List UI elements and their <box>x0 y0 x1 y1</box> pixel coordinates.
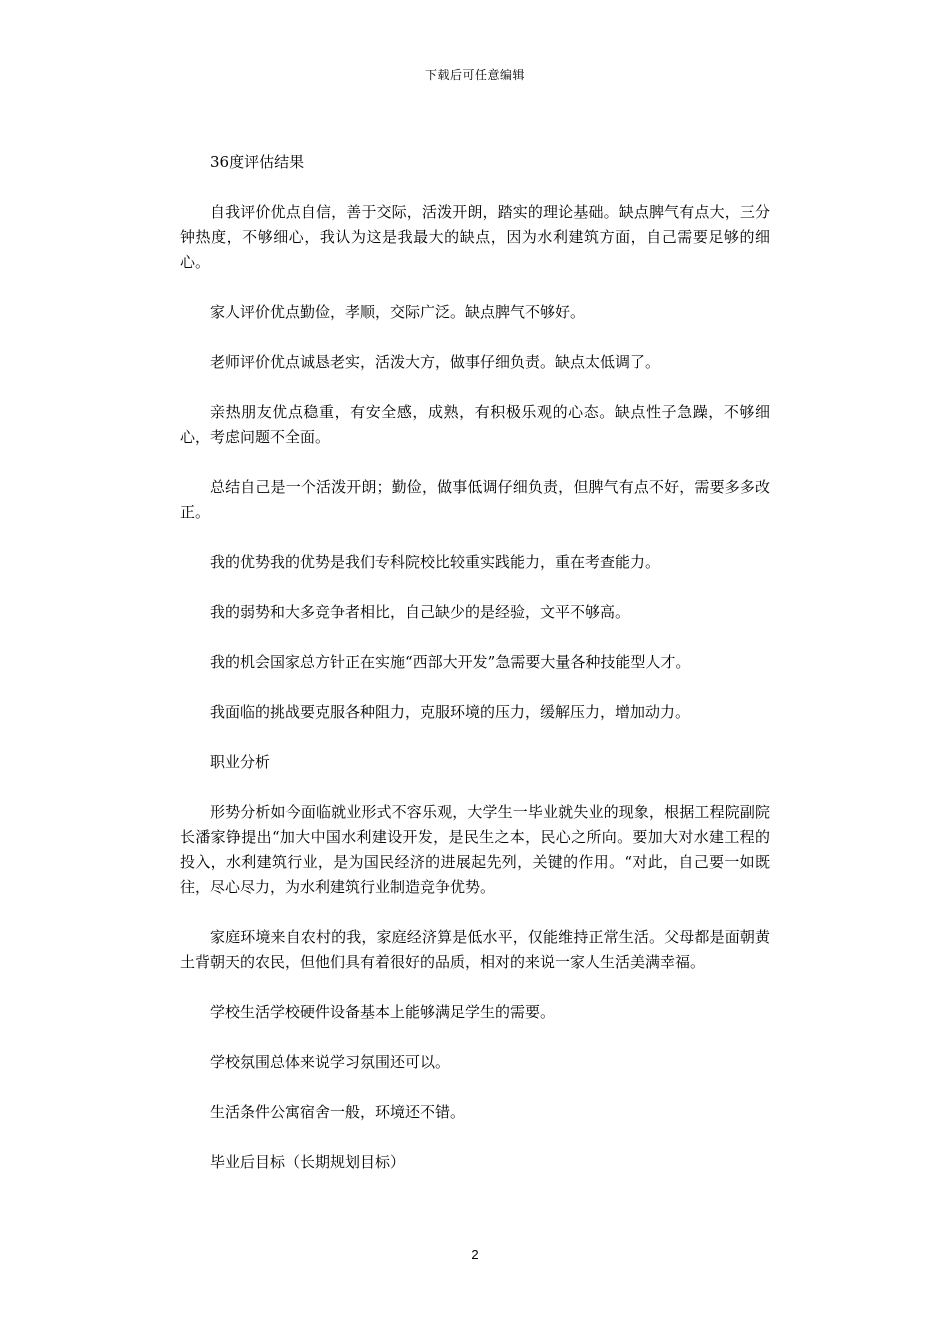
paragraph-weaknesses: 我的弱势和大多竞争者相比，自己缺少的是经验，文平不够高。 <box>210 603 631 621</box>
paragraph-family-environment: 家庭环境来自农村的我，家庭经济算是低水平，仅能维持正常生活。父母都是面朝黄土背朝天的农民，但他们具有着很好的品质，相对的来说一家人生活美满幸福。 <box>180 928 770 971</box>
paragraph-school-atmosphere: 学校氛围总体来说学习氛围还可以。 <box>210 1053 451 1071</box>
paragraph-strengths: 我的优势我的优势是我们专科院校比较重实践能力，重在考查能力。 <box>210 553 661 571</box>
paragraph-challenges: 我面临的挑战要克服各种阻力，克服环境的压力，缓解压力，增加动力。 <box>210 703 691 721</box>
paragraph-family-evaluation: 家人评价优点勤俭，孝顺，交际广泛。缺点脾气不够好。 <box>210 303 586 321</box>
paragraph-opportunities: 我的机会国家总方针正在实施“西部大开发”急需要大量各种技能型人才。 <box>210 653 691 671</box>
page-header: 下载后可任意编辑 <box>424 68 525 82</box>
page-number: 2 <box>471 1247 479 1262</box>
paragraph-summary: 总结自己是一个活泼开朗；勤俭，做事低调仔细负责，但脾气有点不好，需要多多改正。 <box>180 478 770 521</box>
section-title-career-analysis: 职业分析 <box>210 753 271 771</box>
document-body <box>180 150 770 1200</box>
paragraph-living-conditions: 生活条件公寓宿舍一般，环境还不错。 <box>210 1103 466 1121</box>
paragraph-friend-evaluation: 亲热朋友优点稳重，有安全感，成熟，有积极乐观的心态。缺点性子急躁，不够细心，考虑问题不全面。 <box>180 403 770 446</box>
paragraph-situation-analysis: 形势分析如今面临就业形式不容乐观，大学生一毕业就失业的现象，根据工程院副院长潘家铮提出“加大中国水利建设开发，是民生之本，民心之所向。要加大对水建工程的投入，水利建筑行业，是为国民经济的进展起先列，关键的作用。“对此，自己要一如既往，尽心尽力，为水利建筑行业制造竞争优势。 <box>180 803 770 896</box>
paragraph-self-evaluation: 自我评价优点自信，善于交际，活泼开朗，踏实的理论基础。缺点脾气有点大，三分钟热度，不够细心，我认为这是我最大的缺点，因为水利建筑方面，自己需要足够的细心。 <box>180 203 770 271</box>
paragraph-school-life: 学校生活学校硬件设备基本上能够满足学生的需要。 <box>210 1003 556 1021</box>
section-title-evaluation: 36度评估结果 <box>210 153 305 171</box>
paragraph-teacher-evaluation: 老师评价优点诚恳老实，活泼大方，做事仔细负责。缺点太低调了。 <box>210 353 661 371</box>
section-title-post-graduation-goals: 毕业后目标（长期规划目标） <box>210 1153 406 1171</box>
